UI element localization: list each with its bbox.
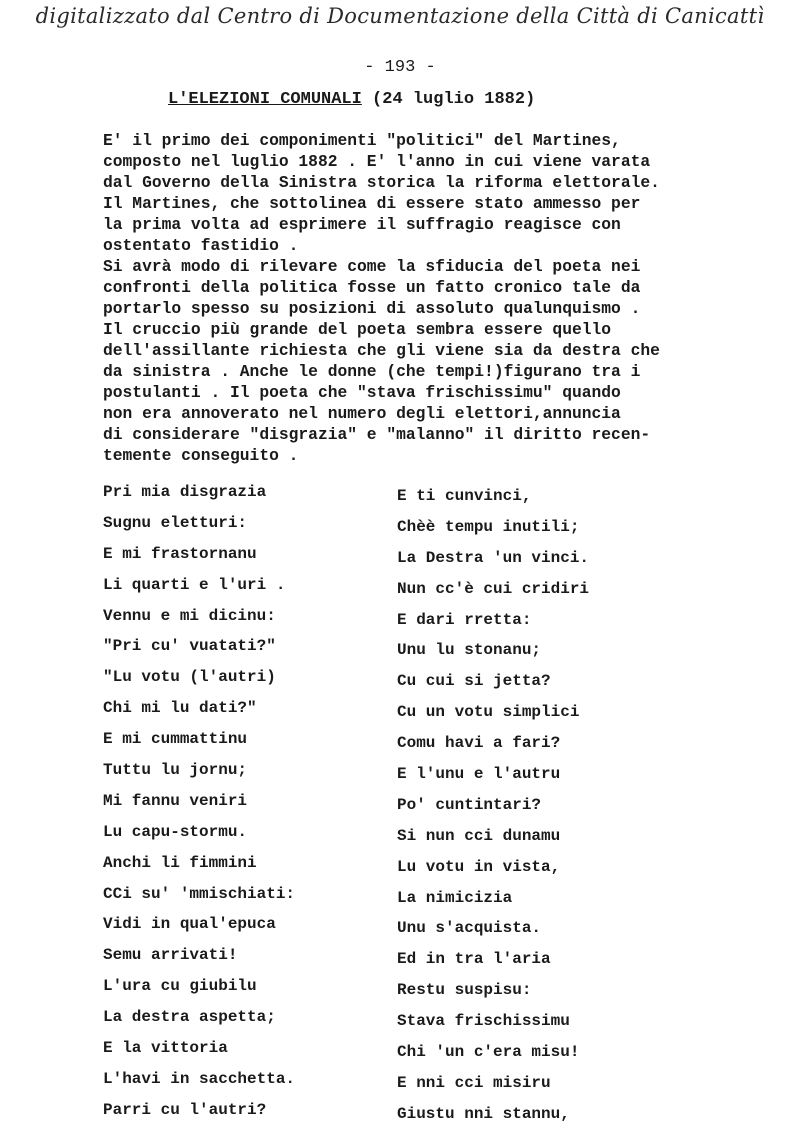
title-date: (24 luglio 1882) xyxy=(372,90,536,109)
poem-verse: "Pri cu' vuatati?" xyxy=(103,637,276,656)
poem-verse: Unu s'acquista. xyxy=(397,919,542,938)
poem-verse: Vidi in qual'epuca xyxy=(103,915,276,934)
poem-verse: Stava frischissimu xyxy=(397,1012,570,1031)
intro-paragraph xyxy=(103,130,723,466)
poem-verse: Nun cc'è cui cridiri xyxy=(397,579,590,598)
poem-left-column xyxy=(103,477,295,1126)
poem-verse: E l'unu e l'autru xyxy=(397,765,561,784)
page-title xyxy=(168,90,535,109)
poem-verse: E mi cummattinu xyxy=(103,730,248,749)
poem-verse: "Lu votu (l'autri) xyxy=(103,668,276,687)
intro-line: ostentato fastidio . xyxy=(103,236,299,255)
poem-verse: Chi 'un c'era misu! xyxy=(397,1043,580,1062)
intro-line: confronti della politica fosse un fatto cronico tale da xyxy=(103,278,641,297)
poem-verse: E ti cunvinci, xyxy=(397,487,532,505)
poem-verse: E nni cci misiru xyxy=(397,1073,551,1092)
intro-line: composto nel luglio 1882 . E' l'anno in cui viene varata xyxy=(103,152,651,171)
poem-verse: Pri mia disgrazia xyxy=(103,483,267,501)
title-main: L'ELEZIONI COMUNALI xyxy=(168,90,362,109)
page-number: - 193 - xyxy=(364,58,436,77)
poem-verse: Si nun cci dunamu xyxy=(397,826,561,845)
poem-verse: L'havi in sacchetta. xyxy=(103,1069,296,1088)
poem-verse: Tuttu lu jornu; xyxy=(103,761,248,780)
intro-line: temente conseguito . xyxy=(103,446,299,465)
intro-line: di considerare "disgrazia" e "malanno" il diritto recen- xyxy=(103,425,651,444)
intro-line: dal Governo della Sinistra storica la riforma elettorale. xyxy=(103,173,660,192)
poem-verse: Po' cuntintari? xyxy=(397,795,542,814)
poem-right-column xyxy=(397,481,589,1130)
poem-verse: Giustu nni stannu, xyxy=(397,1104,570,1123)
poem-verse: Unu lu stonanu; xyxy=(397,641,542,660)
intro-line: da sinistra . Anche le donne (che tempi!)figurano tra i xyxy=(103,362,641,381)
poem-verse: La nimicizia xyxy=(397,888,513,907)
intro-line: la prima volta ad esprimere il suffragio reagisce con xyxy=(103,215,621,234)
poem-verse: Lu votu in vista, xyxy=(397,857,561,876)
poem-verse: Restu suspisu: xyxy=(397,981,532,1000)
poem-verse: E dari rretta: xyxy=(397,610,532,629)
poem-verse: Li quarti e l'uri . xyxy=(103,575,286,594)
poem-verse: Semu arrivati! xyxy=(103,946,238,965)
poem-verse: CCi su' 'mmischiati: xyxy=(103,884,296,903)
intro-line: Il cruccio più grande del poeta sembra essere quello xyxy=(103,320,612,339)
digitization-watermark: digitalizzato dal Centro di Documentazione della Città di Canicattì xyxy=(35,4,765,28)
poem-verse: Mi fannu veniri xyxy=(103,791,248,810)
poem-verse: L'ura cu giubilu xyxy=(103,977,257,996)
intro-line: postulanti . Il poeta che "stava frischissimu" quando xyxy=(103,383,621,402)
intro-line: E' il primo dei componimenti "politici" del Martines, xyxy=(103,131,621,150)
poem-verse: Chèè tempu inutili; xyxy=(397,517,580,536)
intro-line: portarlo spesso su posizioni di assoluto qualunquismo . xyxy=(103,299,641,318)
poem-verse: Sugnu eletturi: xyxy=(103,513,248,532)
intro-line: dell'assillante richiesta che gli viene sia da destra che xyxy=(103,341,660,360)
intro-line: Il Martines, che sottolinea di essere stato ammesso per xyxy=(103,194,641,213)
poem-verse: La Destra 'un vinci. xyxy=(397,548,590,567)
intro-line: Si avrà modo di rilevare come la sfiducia del poeta nei xyxy=(103,257,641,276)
intro-line: non era annoverato nel numero degli elettori,annuncia xyxy=(103,404,621,423)
poem-verse: Cu cui si jetta? xyxy=(397,672,551,691)
poem-verse: E la vittoria xyxy=(103,1039,228,1058)
poem-verse: E mi frastornanu xyxy=(103,544,257,563)
poem-verse: Ed in tra l'aria xyxy=(397,950,551,969)
poem-verse: Parri cu l'autri? xyxy=(103,1100,267,1119)
poem-verse: Chi mi lu dati?" xyxy=(103,699,257,718)
poem-verse: Lu capu-stormu. xyxy=(103,822,248,841)
poem-verse: Comu havi a fari? xyxy=(397,734,561,753)
poem-verse: Cu un votu simplici xyxy=(397,703,580,722)
poem-verse: La destra aspetta; xyxy=(103,1008,276,1027)
poem-verse: Vennu e mi dicinu: xyxy=(103,606,276,625)
poem-verse: Anchi li fimmini xyxy=(103,853,257,872)
